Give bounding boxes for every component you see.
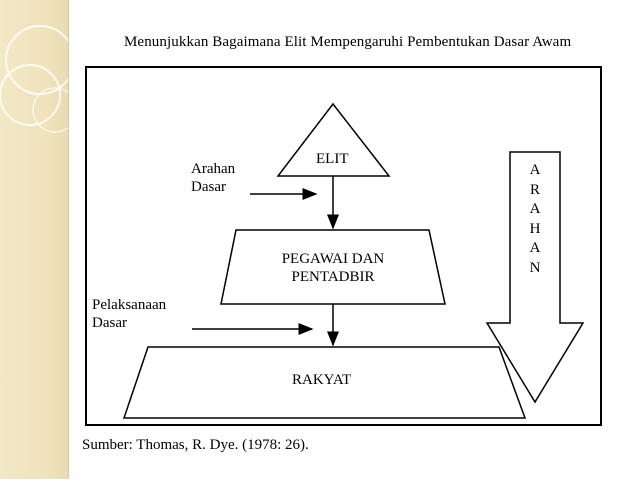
arahan-letter: A bbox=[529, 240, 541, 256]
arahan-letter: N bbox=[529, 259, 541, 276]
arahan-letter: A bbox=[529, 162, 541, 178]
pegawai-label-line2: PENTADBIR bbox=[291, 269, 375, 285]
arahan-dasar-line2: Dasar bbox=[191, 179, 226, 195]
arahan-letter: H bbox=[529, 220, 541, 237]
pelaksanaan-dasar-label bbox=[92, 296, 166, 332]
arahan-vertical-text bbox=[525, 161, 545, 278]
elit-label: ELIT bbox=[316, 151, 349, 167]
arahan-dasar-line1: Arahan bbox=[191, 161, 236, 177]
source-citation: Sumber: Thomas, R. Dye. (1978: 26). bbox=[82, 437, 309, 453]
pelaksanaan-dasar-line1: Pelaksanaan bbox=[92, 297, 167, 313]
arahan-dasar-label bbox=[191, 160, 235, 196]
pegawai-label-line1: PEGAWAI DAN bbox=[281, 251, 385, 267]
page-title: Menunjukkan Bagaimana Elit Mempengaruhi Pembentukan Dasar Awam bbox=[124, 34, 572, 50]
pelaksanaan-dasar-line2: Dasar bbox=[92, 315, 127, 331]
arahan-letter: A bbox=[529, 201, 541, 217]
rakyat-label: RAKYAT bbox=[292, 372, 352, 388]
pegawai-label bbox=[272, 250, 394, 286]
arahan-letter: R bbox=[529, 181, 540, 198]
